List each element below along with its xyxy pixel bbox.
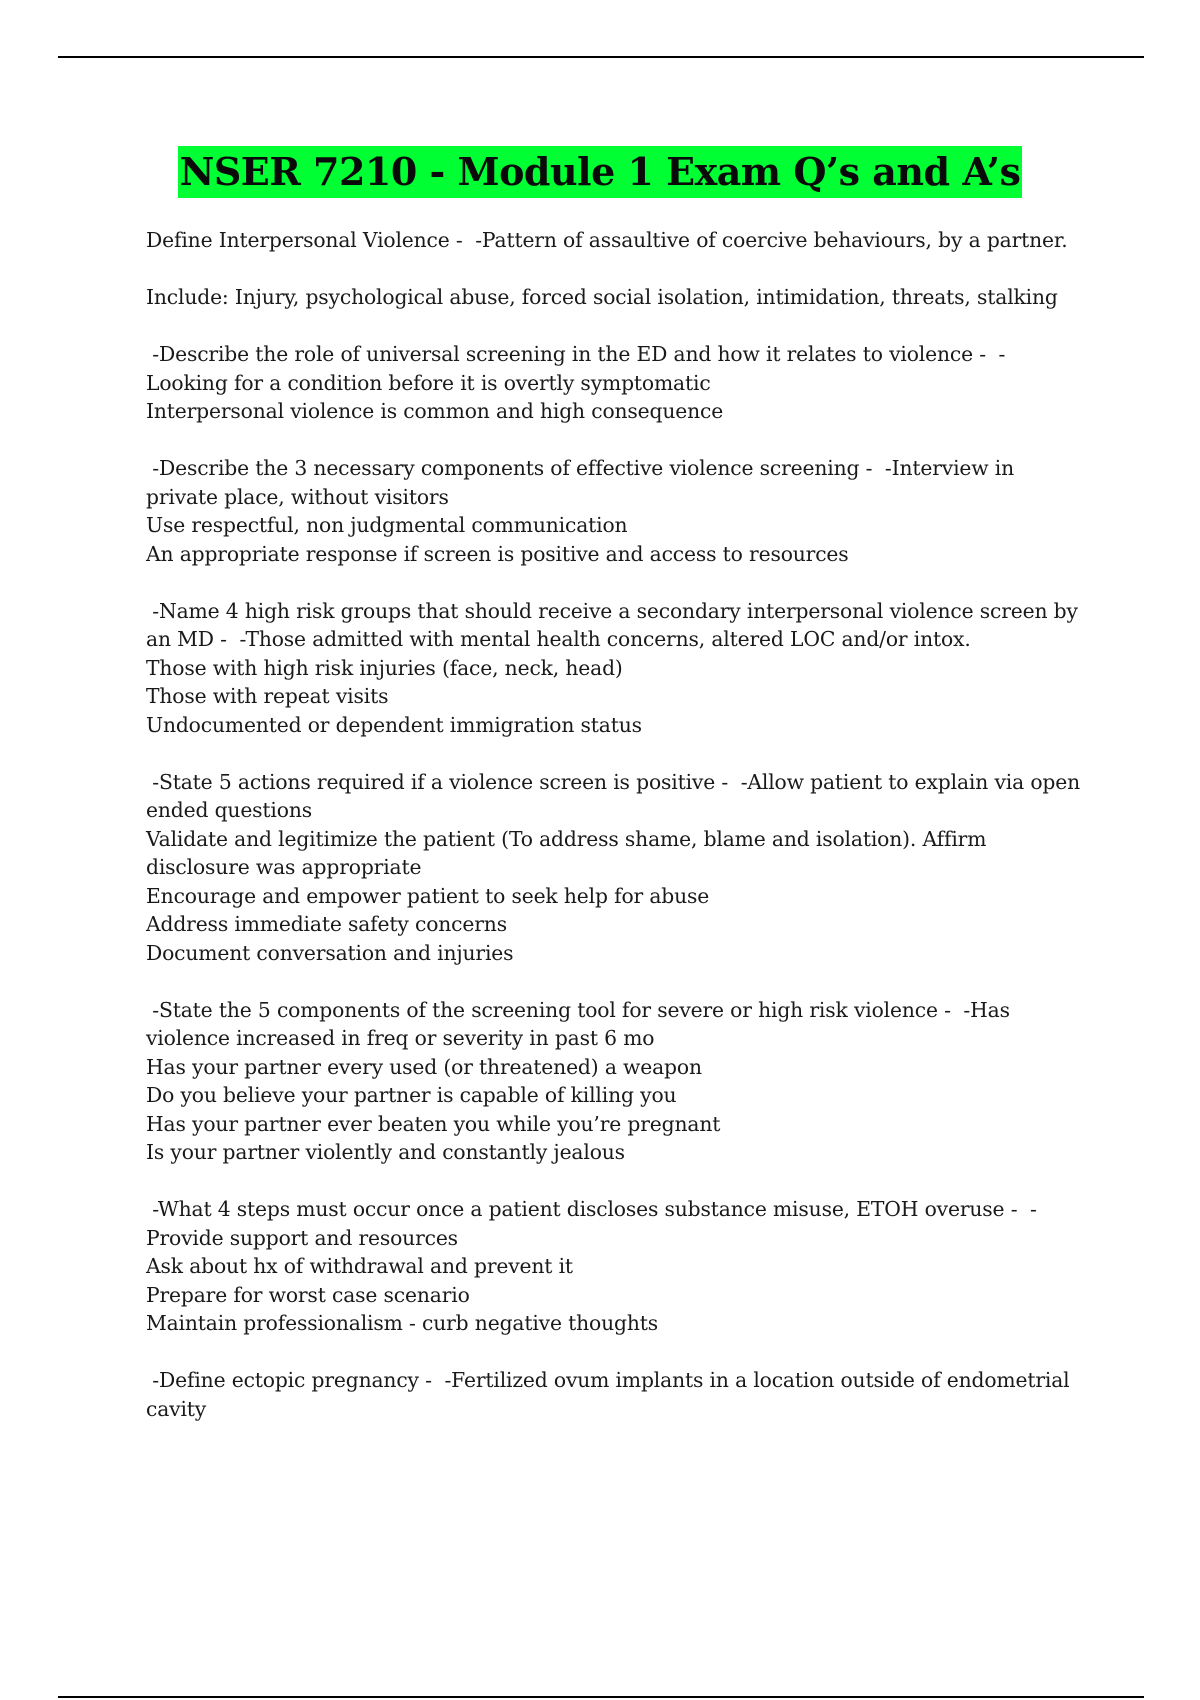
text-line: ended questions — [146, 798, 313, 822]
header-rule — [58, 56, 1144, 58]
footer-rule — [58, 1696, 1144, 1698]
text-line: Provide support and resources — [146, 1225, 458, 1250]
text-line: -Define ectopic pregnancy - -Fertilized ovum implants in a location outside of endometrial — [146, 1368, 1070, 1392]
text-line: -Describe the role of universal screening in the ED and how it relates to violence - - — [146, 342, 1006, 366]
qa-block — [146, 1195, 1096, 1338]
qa-block — [146, 768, 1096, 968]
qa-block — [146, 226, 1096, 255]
text-line: Maintain professionalism - curb negative thoughts — [146, 1311, 659, 1335]
text-line: cavity — [146, 1396, 207, 1421]
qa-block — [146, 597, 1096, 740]
text-line: -What 4 steps must occur once a patient discloses substance misuse, ETOH overuse - - — [146, 1197, 1037, 1221]
text-line: Those with high risk injuries (face, neck, head) — [146, 655, 623, 680]
qa-block — [146, 1366, 1096, 1423]
title-container — [0, 146, 1200, 198]
text-line: Use respectful, non judgmental communication — [146, 513, 628, 537]
text-line: Address immediate safety concerns — [146, 912, 507, 936]
text-line: private place, without visitors — [146, 484, 449, 509]
text-line: Looking for a condition before it is overtly symptomatic — [146, 370, 711, 395]
text-line: disclosure was appropriate — [146, 855, 422, 879]
text-line: Document conversation and injuries — [146, 940, 514, 965]
text-line: an MD - -Those admitted with mental health concerns, altered LOC and/or intox. — [146, 627, 971, 651]
text-line: Include: Injury, psychological abuse, forced social isolation, intimidation, threats, stalking — [146, 285, 1058, 309]
qa-block — [146, 283, 1096, 312]
text-line: Has your partner every used (or threatened) a weapon — [146, 1054, 702, 1079]
document-title: NSER 7210 - Module 1 Exam Q’s and A’s — [178, 146, 1023, 198]
text-line: Define Interpersonal Violence - -Pattern of assaultive of coercive behaviours, by a partner. — [146, 228, 1068, 252]
text-line: An appropriate response if screen is positive and access to resources — [146, 541, 849, 566]
text-line: Has your partner ever beaten you while you’re pregnant — [146, 1111, 721, 1136]
text-line: Prepare for worst case scenario — [146, 1282, 470, 1307]
text-line: -State 5 actions required if a violence screen is positive - -Allow patient to explain via open — [146, 769, 1080, 794]
text-line: -Describe the 3 necessary components of effective violence screening - -Interview in — [146, 456, 1015, 480]
text-line: Validate and legitimize the patient (To address shame, blame and isolation). Affirm — [146, 826, 987, 851]
text-line: Interpersonal violence is common and high consequence — [146, 399, 724, 423]
text-line: violence increased in freq or severity in past 6 mo — [146, 1026, 655, 1050]
text-line: Undocumented or dependent immigration status — [146, 712, 642, 737]
qa-block — [146, 340, 1096, 426]
text-line: Is your partner violently and constantly jealous — [146, 1140, 625, 1164]
qa-block — [146, 454, 1096, 568]
qa-block — [146, 996, 1096, 1167]
text-line: -Name 4 high risk groups that should receive a secondary interpersonal violence screen by — [146, 598, 1078, 623]
document-body — [146, 226, 1096, 1452]
text-line: Do you believe your partner is capable of killing you — [146, 1083, 677, 1107]
text-line: Those with repeat visits — [146, 684, 389, 708]
text-line: Encourage and empower patient to seek help for abuse — [146, 883, 710, 908]
text-line: Ask about hx of withdrawal and prevent it — [146, 1254, 573, 1278]
text-line: -State the 5 components of the screening tool for severe or high risk violence - -Has — [146, 997, 1010, 1022]
